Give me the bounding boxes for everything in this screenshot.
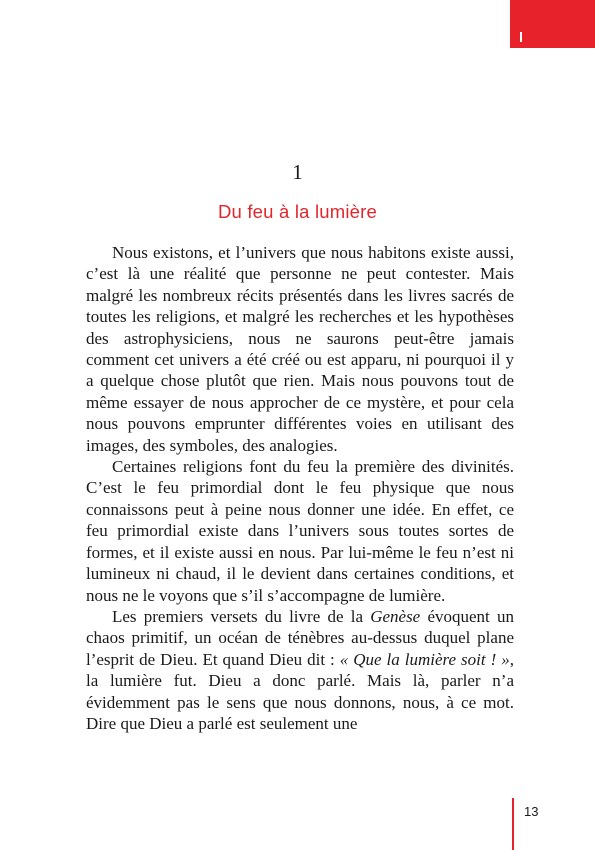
paragraph-1-text: Nous existons, et l’univers que nous habitons existe aussi, c’est là une réalité que personne ne peut contester. Mais malgré les nombreux récits présentés dans les livres sacrés de toutes les religions, et malgré les recherches et les hypothèses des astrophysiciens, nous ne saurons peut-être jamais comment cet univers a été créé ou est apparu, ni pourquoi il y a quelque chose plutôt que rien. Mais nous pouvons tout de même essayer de nous approcher de ce mystère, et pour cela nous pouvons emprunter différentes voies en utilisant des images, des symboles, des analogies. xyxy=(86,243,514,455)
paragraph-3 xyxy=(86,606,514,734)
chapter-title: Du feu à la lumière xyxy=(217,201,378,222)
book-title-genese: Genèse xyxy=(370,606,421,626)
body-text xyxy=(86,242,514,734)
paragraph-2-text: Certaines religions font du feu la première des divinités. C’est le feu primordial dont le feu physique que nous connaissons peut à peine nous donner une idée. En effet, ce feu primordial existe dans l’univers sous toutes sortes de formes, et il existe aussi en nous. Par lui-même le feu n’est ni lumineux ni chaud, il le devient dans certaines conditions, et nous ne le voyons que s’il s’accompagne de lumière. xyxy=(86,457,514,605)
paragraph-2 xyxy=(86,456,514,606)
corner-tab-mark xyxy=(520,32,522,42)
page-number: 13 xyxy=(524,804,539,819)
paragraph-1 xyxy=(86,242,514,456)
paragraph-3-text-b: évoquent un chaos primitif, un océan de ténèbres au-dessus duquel plane l’esprit de Dieu. Et quand Dieu dit : xyxy=(86,606,514,669)
paragraph-3-text-c: , la lumière fut. Dieu a donc parlé. Mais là, parler n’a évidemment pas le sens que nous donnons, nous, à ce mot. Dire que Dieu a parlé est seulement une xyxy=(86,649,514,733)
folio-bar xyxy=(512,798,514,850)
quotation-que-la-lumiere-soit: « Que la lumière soit ! » xyxy=(339,649,510,669)
chapter-number: 1 xyxy=(292,160,303,184)
corner-tab xyxy=(510,0,595,48)
paragraph-3-text-a: Les premiers versets du livre de la xyxy=(112,606,371,626)
